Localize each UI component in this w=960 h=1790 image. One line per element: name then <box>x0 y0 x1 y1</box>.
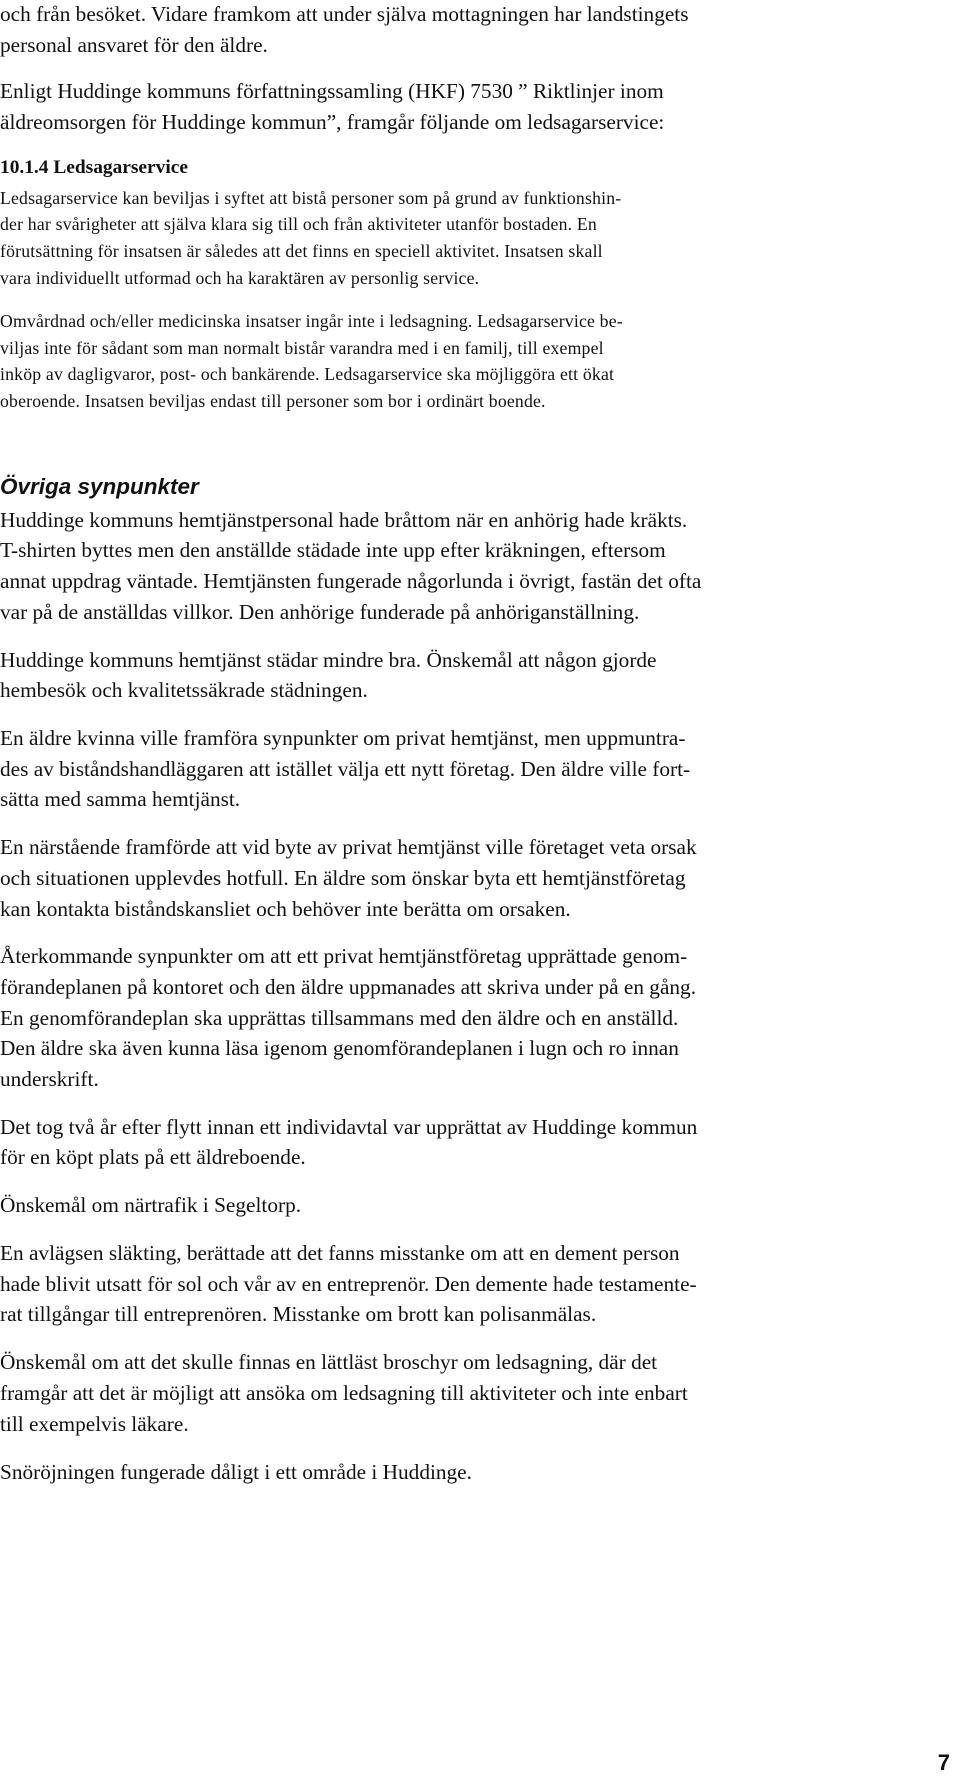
paragraph-line: Önskemål om närtrafik i Segeltorp. <box>0 1193 302 1217</box>
paragraph-line: En genomförandeplan ska upprättas tillsammans med den äldre och en anställd. <box>0 1006 679 1030</box>
paragraph-line: var på de anställdas villkor. Den anhörige funderade på anhöriganställning. <box>0 600 640 624</box>
paragraph-line: Det tog två år efter flytt innan ett individavtal var upprättat av Huddinge kommun <box>0 1115 698 1139</box>
paragraph-line: hade blivit utsatt för sol och vår av en entreprenör. Den demente hade testamente- <box>0 1272 697 1296</box>
paragraph-line: kan kontakta biståndskansliet och behöver inte berätta om orsaken. <box>0 897 571 921</box>
section-heading: Övriga synpunkter <box>0 474 199 499</box>
paragraph-line: Återkommande synpunkter om att ett privat hemtjänstföretag upprättade genom- <box>0 944 688 968</box>
paragraph-line: till exempelvis läkare. <box>0 1412 189 1436</box>
intro-line: personal ansvaret för den äldre. <box>0 33 268 57</box>
intro-line: Enligt Huddinge kommuns författningssamling (HKF) 7530 ” Riktlinjer inom <box>0 79 664 103</box>
intro-line: och från besöket. Vidare framkom att under själva mottagningen har landstingets <box>0 2 689 26</box>
quote-line: oberoende. Insatsen beviljas endast till personer som bor i ordinärt boende. <box>0 391 546 411</box>
page-number: 7 <box>937 1750 950 1775</box>
quote-heading: 10.1.4 Ledsagarservice <box>0 157 188 178</box>
paragraph-line: Huddinge kommuns hemtjänst städar mindre bra. Önskemål att någon gjorde <box>0 648 657 672</box>
quote-line: vara individuellt utformad och ha karaktären av personlig service. <box>0 268 480 288</box>
paragraph-line: En närstående framförde att vid byte av privat hemtjänst ville företaget veta orsak <box>0 835 697 859</box>
paragraph-line: rat tillgångar till entreprenören. Misstanke om brott kan polisanmälas. <box>0 1302 597 1326</box>
paragraph-line: En äldre kvinna ville framföra synpunkter om privat hemtjänst, men uppmuntra- <box>0 726 686 750</box>
quote-line: Ledsagarservice kan beviljas i syftet att bistå personer som på grund av funktionshin- <box>0 188 622 208</box>
quote-line: viljas inte för sådant som man normalt bistår varandra med i en familj, till exempel <box>0 338 604 358</box>
paragraph-line: underskrift. <box>0 1067 99 1091</box>
quote-line: förutsättning för insatsen är således att det finns en speciell aktivitet. Insatsen skall <box>0 241 603 261</box>
paragraph-line: förandeplanen på kontoret och den äldre uppmanades att skriva under på en gång. <box>0 975 697 999</box>
quote-line: inköp av dagligvaror, post- och bankärende. Ledsagarservice ska möjliggöra ett ökat <box>0 364 615 384</box>
paragraph-line: Den äldre ska även kunna läsa igenom genomförandeplanen i lugn och ro innan <box>0 1036 679 1060</box>
paragraph-line: för en köpt plats på ett äldreboende. <box>0 1145 306 1169</box>
paragraph-line: Huddinge kommuns hemtjänstpersonal hade bråttom när en anhörig hade kräkts. <box>0 508 688 532</box>
paragraph-line: T-shirten byttes men den anställde städade inte upp efter kräkningen, eftersom <box>0 538 666 562</box>
paragraph-line: sätta med samma hemtjänst. <box>0 787 241 811</box>
paragraph-line: Önskemål om att det skulle finnas en lättläst broschyr om ledsagning, där det <box>0 1350 658 1374</box>
paragraph-line: annat uppdrag väntade. Hemtjänsten fungerade någorlunda i övrigt, fastän det ofta <box>0 569 702 593</box>
paragraph-line: En avlägsen släkting, berättade att det fanns misstanke om att en dement person <box>0 1241 680 1265</box>
paragraph-line: hembesök och kvalitetssäkrade städningen. <box>0 678 368 702</box>
paragraph-line: Snöröjningen fungerade dåligt i ett område i Huddinge. <box>0 1460 472 1484</box>
paragraph-line: och situationen upplevdes hotfull. En äldre som önskar byta ett hemtjänstföretag <box>0 866 686 890</box>
intro-line: äldreomsorgen för Huddinge kommun”, framgår följande om ledsagarservice: <box>0 110 665 134</box>
quote-line: Omvårdnad och/eller medicinska insatser ingår inte i ledsagning. Ledsagarservice be- <box>0 311 623 331</box>
quote-line: der har svårigheter att själva klara sig till och från aktiviteter utanför bostaden. En <box>0 214 597 234</box>
paragraph-line: framgår att det är möjligt att ansöka om ledsagning till aktiviteter och inte enbart <box>0 1381 688 1405</box>
paragraph-line: des av biståndshandläggaren att istället välja ett nytt företag. Den äldre ville fort- <box>0 757 691 781</box>
